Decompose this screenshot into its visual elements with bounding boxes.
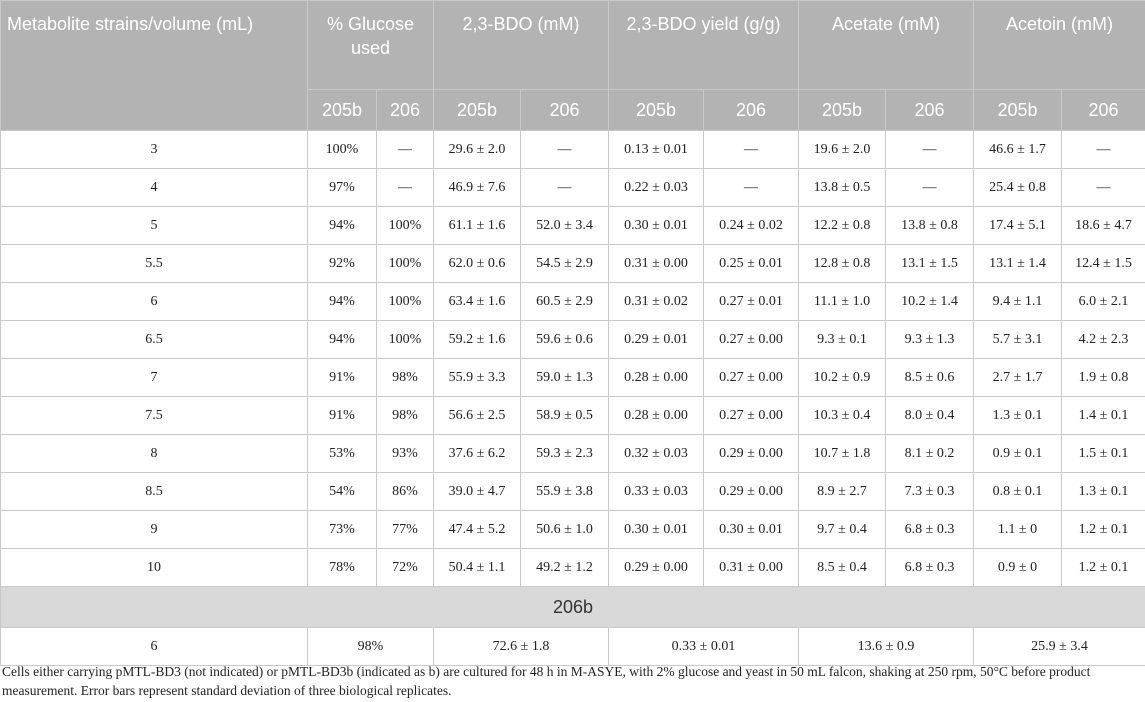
volume-cell: 10 bbox=[1, 549, 308, 587]
table-cell: 1.4 ± 0.1 bbox=[1062, 397, 1145, 435]
table-row bbox=[1, 511, 1145, 549]
table-cell: 0.29 ± 0.00 bbox=[704, 435, 799, 473]
table-cell: 91% bbox=[308, 359, 377, 397]
table-cell: 61.1 ± 1.6 bbox=[434, 207, 521, 245]
table-cell: 17.4 ± 5.1 bbox=[974, 207, 1062, 245]
table-cell: 46.6 ± 1.7 bbox=[974, 131, 1062, 169]
table-cell: 0.29 ± 0.00 bbox=[609, 549, 704, 587]
table-cell: 0.28 ± 0.00 bbox=[609, 397, 704, 435]
table-cell: 97% bbox=[308, 169, 377, 207]
volume-cell: 7.5 bbox=[1, 397, 308, 435]
volume-cell: 5.5 bbox=[1, 245, 308, 283]
section-label: 206b bbox=[1, 587, 1145, 628]
table-cell: 6.8 ± 0.3 bbox=[886, 511, 974, 549]
section-row bbox=[1, 587, 1145, 628]
table-row bbox=[1, 628, 1145, 666]
table-cell: — bbox=[704, 169, 799, 207]
table-cell: — bbox=[886, 131, 974, 169]
table-cell: 54% bbox=[308, 473, 377, 511]
subheader-cell: 206 bbox=[377, 90, 434, 131]
table-cell: 0.33 ± 0.03 bbox=[609, 473, 704, 511]
table-row bbox=[1, 549, 1145, 587]
subheader-cell: 205b bbox=[308, 90, 377, 131]
table-cell: 0.9 ± 0.1 bbox=[974, 435, 1062, 473]
table-cell: 0.8 ± 0.1 bbox=[974, 473, 1062, 511]
table-cell: — bbox=[1062, 131, 1145, 169]
table-row bbox=[1, 473, 1145, 511]
table-cell: 0.27 ± 0.00 bbox=[704, 397, 799, 435]
table-cell: 1.2 ± 0.1 bbox=[1062, 511, 1145, 549]
subheader-cell: 205b bbox=[434, 90, 521, 131]
table-cell: 8.0 ± 0.4 bbox=[886, 397, 974, 435]
subheader-cell: 205b bbox=[609, 90, 704, 131]
table-cell: 12.2 ± 0.8 bbox=[799, 207, 886, 245]
table-cell: 13.1 ± 1.4 bbox=[974, 245, 1062, 283]
subheader-cell: 205b bbox=[974, 90, 1062, 131]
table-row bbox=[1, 245, 1145, 283]
table-cell: 8.9 ± 2.7 bbox=[799, 473, 886, 511]
table-cell: 73% bbox=[308, 511, 377, 549]
volume-cell: 6.5 bbox=[1, 321, 308, 359]
table-cell: 1.3 ± 0.1 bbox=[974, 397, 1062, 435]
table-cell: 100% bbox=[377, 245, 434, 283]
table-cell: 8.5 ± 0.6 bbox=[886, 359, 974, 397]
table-cell: 11.1 ± 1.0 bbox=[799, 283, 886, 321]
table-cell: 6.8 ± 0.3 bbox=[886, 549, 974, 587]
table-cell: 0.9 ± 0 bbox=[974, 549, 1062, 587]
table-cell: 0.27 ± 0.00 bbox=[704, 359, 799, 397]
subheader-cell: 206 bbox=[521, 90, 609, 131]
table-cell: 0.28 ± 0.00 bbox=[609, 359, 704, 397]
volume-cell: 8.5 bbox=[1, 473, 308, 511]
table-cell: 0.24 ± 0.02 bbox=[704, 207, 799, 245]
table-cell: 1.5 ± 0.1 bbox=[1062, 435, 1145, 473]
table-cell: 98% bbox=[377, 397, 434, 435]
table-cell: 55.9 ± 3.8 bbox=[521, 473, 609, 511]
table-cell: 9.3 ± 0.1 bbox=[799, 321, 886, 359]
table-cell: 54.5 ± 2.9 bbox=[521, 245, 609, 283]
table-cell: 0.30 ± 0.01 bbox=[704, 511, 799, 549]
header-bdo-yield: 2,3-BDO yield (g/g) bbox=[609, 1, 799, 90]
table-cell: 5.7 ± 3.1 bbox=[974, 321, 1062, 359]
table-cell: 9.3 ± 1.3 bbox=[886, 321, 974, 359]
table-row bbox=[1, 435, 1145, 473]
table-cell: 0.27 ± 0.01 bbox=[704, 283, 799, 321]
table-cell: 0.30 ± 0.01 bbox=[609, 207, 704, 245]
table-cell: — bbox=[377, 169, 434, 207]
table-cell: 2.7 ± 1.7 bbox=[974, 359, 1062, 397]
table-cell: 29.6 ± 2.0 bbox=[434, 131, 521, 169]
table-cell: 0.33 ± 0.01 bbox=[609, 628, 799, 666]
table-cell: 59.3 ± 2.3 bbox=[521, 435, 609, 473]
volume-cell: 8 bbox=[1, 435, 308, 473]
table-cell: 0.27 ± 0.00 bbox=[704, 321, 799, 359]
table-cell: 72% bbox=[377, 549, 434, 587]
subheader-cell: 205b bbox=[799, 90, 886, 131]
table-cell: 98% bbox=[377, 359, 434, 397]
table-row bbox=[1, 131, 1145, 169]
volume-cell: 9 bbox=[1, 511, 308, 549]
table-cell: 0.32 ± 0.03 bbox=[609, 435, 704, 473]
table-cell: 0.31 ± 0.00 bbox=[704, 549, 799, 587]
table-cell: 19.6 ± 2.0 bbox=[799, 131, 886, 169]
table-cell: 59.6 ± 0.6 bbox=[521, 321, 609, 359]
table-cell: 0.30 ± 0.01 bbox=[609, 511, 704, 549]
subheader-cell: 206 bbox=[704, 90, 799, 131]
table-cell: 94% bbox=[308, 321, 377, 359]
table-cell: 8.5 ± 0.4 bbox=[799, 549, 886, 587]
table-cell: 58.9 ± 0.5 bbox=[521, 397, 609, 435]
table-cell: 1.3 ± 0.1 bbox=[1062, 473, 1145, 511]
table-cell: 53% bbox=[308, 435, 377, 473]
table-cell: 4.2 ± 2.3 bbox=[1062, 321, 1145, 359]
table-cell: 12.8 ± 0.8 bbox=[799, 245, 886, 283]
table-cell: 47.4 ± 5.2 bbox=[434, 511, 521, 549]
table-cell: 94% bbox=[308, 207, 377, 245]
table-cell: 56.6 ± 2.5 bbox=[434, 397, 521, 435]
table-cell: 50.6 ± 1.0 bbox=[521, 511, 609, 549]
table-cell: 0.31 ± 0.02 bbox=[609, 283, 704, 321]
table-cell: 60.5 ± 2.9 bbox=[521, 283, 609, 321]
table-cell: 98% bbox=[308, 628, 434, 666]
table-cell: — bbox=[521, 169, 609, 207]
table-cell: 8.1 ± 0.2 bbox=[886, 435, 974, 473]
table-cell: 25.9 ± 3.4 bbox=[974, 628, 1145, 666]
header-glucose: % Glucose used bbox=[308, 1, 434, 90]
table-cell: 9.7 ± 0.4 bbox=[799, 511, 886, 549]
table-cell: 13.8 ± 0.8 bbox=[886, 207, 974, 245]
table-cell: 77% bbox=[377, 511, 434, 549]
table-cell: 93% bbox=[377, 435, 434, 473]
subheader-cell: 206 bbox=[886, 90, 974, 131]
header-strains: Metabolite strains/volume (mL) bbox=[1, 1, 308, 131]
table-cell: 62.0 ± 0.6 bbox=[434, 245, 521, 283]
table-cell: 0.22 ± 0.03 bbox=[609, 169, 704, 207]
header-row-groups bbox=[1, 1, 1145, 90]
table-cell: 92% bbox=[308, 245, 377, 283]
table-cell: 100% bbox=[377, 283, 434, 321]
table-cell: 0.25 ± 0.01 bbox=[704, 245, 799, 283]
table-cell: 0.13 ± 0.01 bbox=[609, 131, 704, 169]
table-cell: 0.31 ± 0.00 bbox=[609, 245, 704, 283]
table-cell: 10.7 ± 1.8 bbox=[799, 435, 886, 473]
volume-cell: 6 bbox=[1, 283, 308, 321]
table-body bbox=[1, 131, 1145, 666]
table-cell: — bbox=[521, 131, 609, 169]
table-cell: 100% bbox=[308, 131, 377, 169]
table-cell: 10.2 ± 1.4 bbox=[886, 283, 974, 321]
table-cell: 63.4 ± 1.6 bbox=[434, 283, 521, 321]
table-cell: 59.2 ± 1.6 bbox=[434, 321, 521, 359]
header-acetoin: Acetoin (mM) bbox=[974, 1, 1145, 90]
table-cell: 0.29 ± 0.01 bbox=[609, 321, 704, 359]
table-cell: 46.9 ± 7.6 bbox=[434, 169, 521, 207]
table-cell: 100% bbox=[377, 321, 434, 359]
table-row bbox=[1, 283, 1145, 321]
table-cell: 7.3 ± 0.3 bbox=[886, 473, 974, 511]
table-cell: 13.8 ± 0.5 bbox=[799, 169, 886, 207]
table-cell: 94% bbox=[308, 283, 377, 321]
table-cell: 10.2 ± 0.9 bbox=[799, 359, 886, 397]
table-cell: 13.1 ± 1.5 bbox=[886, 245, 974, 283]
table-cell: 50.4 ± 1.1 bbox=[434, 549, 521, 587]
table-cell: 49.2 ± 1.2 bbox=[521, 549, 609, 587]
header-acetate: Acetate (mM) bbox=[799, 1, 974, 90]
table-row bbox=[1, 207, 1145, 245]
table-row bbox=[1, 397, 1145, 435]
table-cell: 52.0 ± 3.4 bbox=[521, 207, 609, 245]
table-row bbox=[1, 321, 1145, 359]
table-cell: 39.0 ± 4.7 bbox=[434, 473, 521, 511]
volume-cell: 3 bbox=[1, 131, 308, 169]
volume-cell: 5 bbox=[1, 207, 308, 245]
table-cell: 78% bbox=[308, 549, 377, 587]
table-cell: 0.29 ± 0.00 bbox=[704, 473, 799, 511]
table-cell: 18.6 ± 4.7 bbox=[1062, 207, 1145, 245]
table-row bbox=[1, 169, 1145, 207]
volume-cell: 7 bbox=[1, 359, 308, 397]
table-cell: 1.9 ± 0.8 bbox=[1062, 359, 1145, 397]
table-footnote: Cells either carrying pMTL-BD3 (not indicated) or pMTL-BD3b (indicated as b) are cultured for 48 h in M-ASYE, with 2% glucose and yeast in 50 mL falcon, shaking at 250 rpm, 50°C before product measurement. Error bars represent standard deviation of three biological replicates. bbox=[2, 664, 1091, 698]
table-cell: 100% bbox=[377, 207, 434, 245]
table-row bbox=[1, 359, 1145, 397]
table-cell: 13.6 ± 0.9 bbox=[799, 628, 974, 666]
table-cell: 55.9 ± 3.3 bbox=[434, 359, 521, 397]
table-cell: 12.4 ± 1.5 bbox=[1062, 245, 1145, 283]
table-cell: 6.0 ± 2.1 bbox=[1062, 283, 1145, 321]
table-cell: 86% bbox=[377, 473, 434, 511]
volume-cell: 4 bbox=[1, 169, 308, 207]
table-cell: 91% bbox=[308, 397, 377, 435]
table-cell: — bbox=[377, 131, 434, 169]
table-cell: 37.6 ± 6.2 bbox=[434, 435, 521, 473]
table-cell: — bbox=[704, 131, 799, 169]
table-cell: — bbox=[886, 169, 974, 207]
table-cell: 6 bbox=[1, 628, 308, 666]
table-cell: 59.0 ± 1.3 bbox=[521, 359, 609, 397]
table-cell: 1.2 ± 0.1 bbox=[1062, 549, 1145, 587]
table-cell: 25.4 ± 0.8 bbox=[974, 169, 1062, 207]
table-cell: 9.4 ± 1.1 bbox=[974, 283, 1062, 321]
header-bdo: 2,3-BDO (mM) bbox=[434, 1, 609, 90]
table-cell: 1.1 ± 0 bbox=[974, 511, 1062, 549]
table-cell: 10.3 ± 0.4 bbox=[799, 397, 886, 435]
table-cell: 72.6 ± 1.8 bbox=[434, 628, 609, 666]
table-cell: — bbox=[1062, 169, 1145, 207]
subheader-cell: 206 bbox=[1062, 90, 1145, 131]
